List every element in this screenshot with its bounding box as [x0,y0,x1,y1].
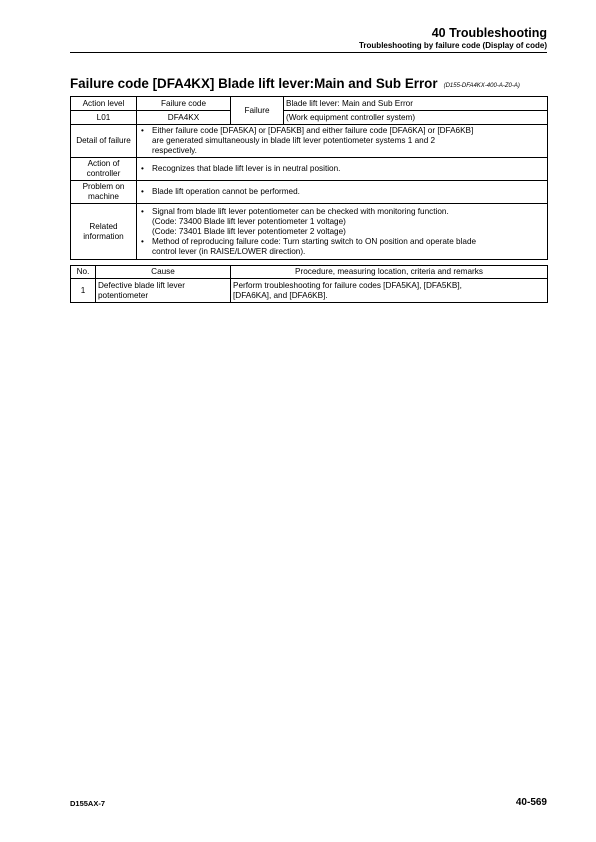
problem-content [137,181,548,204]
detail-row [71,125,548,158]
cause-number: 1 [71,279,96,303]
related-bullet [139,207,545,237]
problem-bullet [139,187,545,197]
header-rule [70,52,547,53]
chapter-title: 40 Troubleshooting [431,26,547,40]
info-header-row [71,97,548,111]
cause-text [96,279,231,303]
problem-row [71,181,548,204]
controller-row [71,158,548,181]
text-line: control lever (in RAISE/LOWER direction). [152,246,306,256]
text-line: (Code: 73400 Blade lift lever potentiometer 1 voltage) [152,216,346,226]
no-header: No. [71,266,96,279]
text-line: respectively. [152,146,197,155]
text-line: • Either failure code [DFA5KA] or [DFA5KB] and either failure code [DFA6KA] or [DFA6KB] [152,126,474,135]
page-title [70,76,520,91]
text-line: are generated simultaneously in blade lift lever potentiometer systems 1 and 2 [152,136,436,145]
procedure-text [231,279,548,303]
page-title-text: Failure code [DFA4KX] Blade lift lever:Main and Sub Error [70,76,438,91]
cause-table [70,265,548,303]
text-line: (Code: 73401 Blade lift lever potentiometer 2 voltage) [152,226,346,236]
info-value-row [71,111,548,125]
procedure-header: Procedure, measuring location, criteria and remarks [231,266,548,279]
failure-code-label: Failure code [137,97,231,111]
detail-label: Detail of failure [71,125,137,158]
text-line: • Method of reproducing failure code: Turn starting switch to ON position and operate blade [152,236,477,246]
failure-code-value: DFA4KX [137,111,231,125]
failure-name: Blade lift lever: Main and Sub Error [284,97,548,111]
related-bullet [139,237,545,257]
related-label: Related information [71,204,137,260]
text-line: • Recognizes that blade lift lever is in neutral position. [152,164,341,173]
problem-label: Problem on machine [71,181,137,204]
cause-header-row [71,266,548,279]
related-row [71,204,548,260]
section-title: Troubleshooting by failure code (Display of code) [358,41,547,50]
model-number: D155AX-7 [70,799,106,808]
failure-label: Failure [231,97,284,125]
action-level-value: L01 [71,111,137,125]
controller-bullet [139,164,545,174]
document-code: (D155-DFA4KX-400-A-Z0-A) [443,83,520,89]
text-line: • Signal from blade lift lever potentiometer can be checked with monitoring function. [152,206,449,216]
page-number: 40-569 [515,797,547,808]
failure-info-table [70,96,548,260]
detail-content [137,125,548,158]
controller-label: Action of controller [71,158,137,181]
detail-bullet [139,126,545,156]
text-line: • Blade lift operation cannot be performed. [152,187,300,196]
text-line: Perform troubleshooting for failure codes [DFA5KA], [DFA5KB], [233,280,462,290]
action-level-label: Action level [71,97,137,111]
controller-content [137,158,548,181]
cause-header: Cause [96,266,231,279]
text-line: potentiometer [98,290,149,300]
text-line: [DFA6KA], and [DFA6KB]. [233,290,328,300]
text-line: Defective blade lift lever [98,280,185,290]
failure-system: (Work equipment controller system) [284,111,548,125]
table-row [71,279,548,303]
related-content [137,204,548,260]
